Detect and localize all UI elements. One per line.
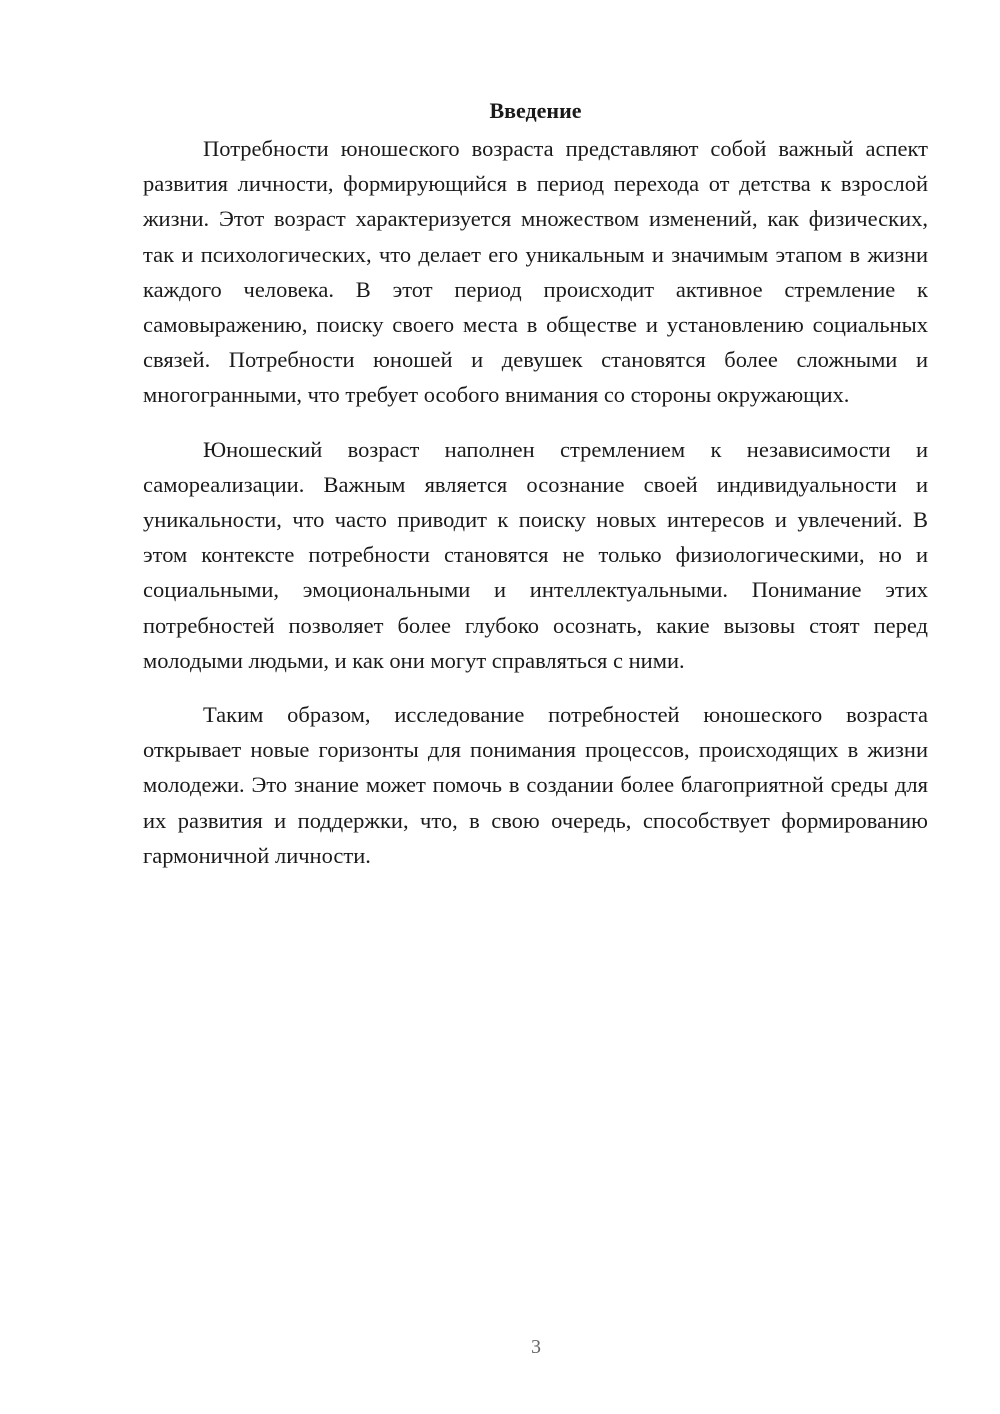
paragraph-2: Юношеский возраст наполнен стремлением к независимости и самореализации. Важным является осознание своей индивидуальности и уникальности, что часто приводит к поиску новых интересов и увлечений. В этом контексте потребности становятся не только физиологическими, но и социальными, эмоциональными и интеллектуальными. Понимание этих потребностей позволяет более глубоко осознать, какие вызовы стоят перед молодыми людьми, и как они могут справляться с ними. [143, 436, 928, 673]
paragraph-3: Таким образом, исследование потребностей юношеского возраста открывает новые горизонты для понимания процессов, происходящих в жизни молодежи. Это знание может помочь в создании более благоприятной среды для их развития и поддержки, что, в свою очередь, способствует формированию гармоничной личности. [143, 702, 928, 868]
page-number: 3 [531, 1336, 541, 1358]
section-heading: Введение [489, 98, 582, 123]
paragraph-1: Потребности юношеского возраста представляют собой важный аспект развития личности, формирующийся в период перехода от детства к взрослой жизни. Этот возраст характеризуется множеством изменений, как физических, так и психологических, что делает его уникальным и значимым этапом в жизни каждого человека. В этот период происходит активное стремление к самовыражению, поиску своего места в обществе и установлению социальных связей. Потребности юношей и девушек становятся более сложными и многогранными, что требует особого внимания со стороны окружающих. [143, 136, 928, 408]
document-body [143, 94, 928, 873]
